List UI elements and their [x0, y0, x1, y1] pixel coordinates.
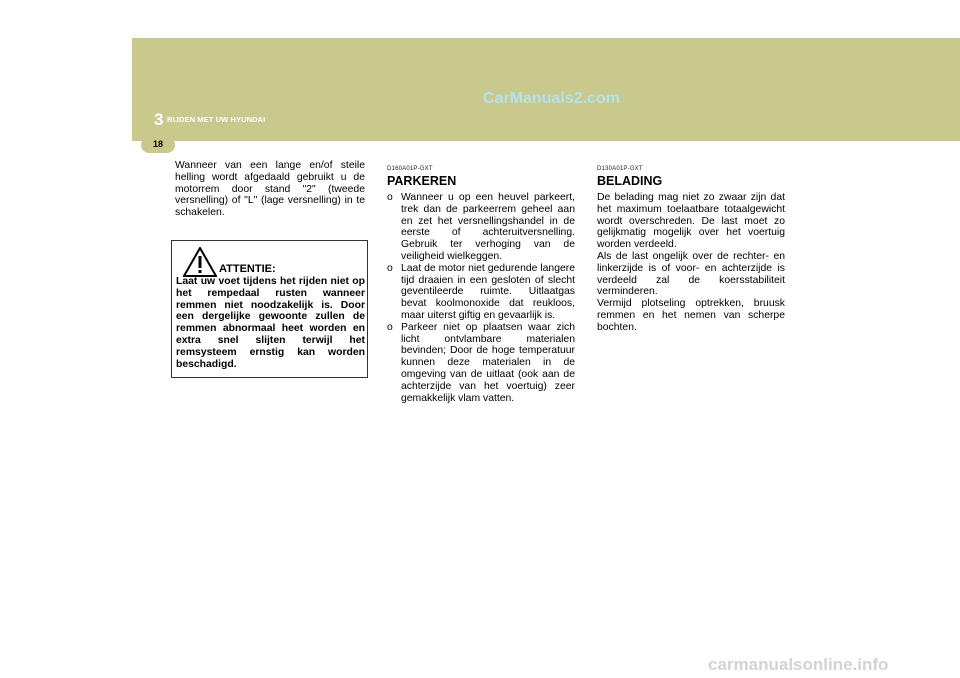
list-item — [387, 322, 575, 405]
loading-paragraph: Vermijd plotseling optrekken, bruusk remmen en het nemen van scherpe bochten. — [597, 298, 785, 333]
loading-paragraph: De belading mag niet zo zwaar zijn dat het maximum toelaatbare totaalgewicht wordt overschreden. De last moet zo gelijkmatig mogelijk over het voertuig worden verdeeld. — [597, 192, 785, 251]
bullet-marker: o — [387, 262, 393, 274]
parking-bullet-list — [387, 192, 575, 404]
warning-triangle-icon — [183, 247, 217, 277]
bullet-marker: o — [387, 321, 393, 333]
parking-section — [387, 166, 575, 404]
warning-title: ATTENTIE: — [219, 263, 276, 275]
loading-section — [597, 166, 785, 334]
parking-section-title: PARKEREN — [387, 174, 457, 188]
loading-paragraph: Als de last ongelijk over de rechter- en linkerzijde is of voor- en achterzijde is verdeeld zal de koersstabiliteit verminderen. — [597, 250, 785, 298]
loading-section-title: BELADING — [597, 174, 663, 188]
watermark-bottom[interactable]: carmanualsonline.info — [708, 655, 889, 674]
page-number-tab — [141, 137, 175, 153]
engine-brake-paragraph: Wanneer van een lange en/of steile helling wordt afgedaald gebruikt u de motorrem door stand "2" (tweede versnelling) of "L" (lage versnelling) in te schakelen. — [175, 160, 365, 219]
bullet-marker: o — [387, 192, 393, 203]
watermark-top[interactable]: CarManuals2.com — [483, 90, 620, 107]
warning-box — [171, 240, 368, 378]
warning-body: Laat uw voet tijdens het rijden niet op het rempedaal rusten wanneer remmen niet noodzakelijk is. Door een dergelijke gewoonte zullen de remmen abnormaal heet worden en extra snel slijten terwijl het remsysteem ernstig kan worden beschadigd. — [176, 276, 365, 370]
page-number: 18 — [152, 139, 163, 149]
list-item-text: Wanneer u op een heuvel parkeert, trek dan de parkeerrem geheel aan en zet het versnellingshandel in de eerste of achteruitversnelling. Gebruik ter verhoging van de veiligheid wielkeggen. — [401, 192, 575, 262]
chapter-title: RIJDEN MET UW HYUNDAI — [167, 115, 266, 124]
list-item-text: Parkeer niet op plaatsen waar zich licht ontvlambare materialen bevinden; Door de hoge temperatuur kunnen deze materialen in de omgeving van de uitlaat (ook aan de achterzijde van het voertuig) zeer gemakkelijk vlam vatten. — [401, 321, 575, 404]
list-item-text: Laat de motor niet gedurende langere tijd draaien in een gesloten of slecht geventileerde ruimte. Uitlaatgas bevat koolmonoxide dat reukloos, maar uiterst giftig en gevaarlijk is. — [401, 262, 575, 321]
list-item — [387, 263, 575, 322]
list-item — [387, 192, 575, 263]
loading-body — [597, 192, 785, 334]
parking-section-code: D160A01P-GXT — [387, 166, 433, 172]
loading-section-code: D130A01P-GXT — [597, 166, 643, 172]
chapter-number: 3 — [154, 110, 164, 129]
